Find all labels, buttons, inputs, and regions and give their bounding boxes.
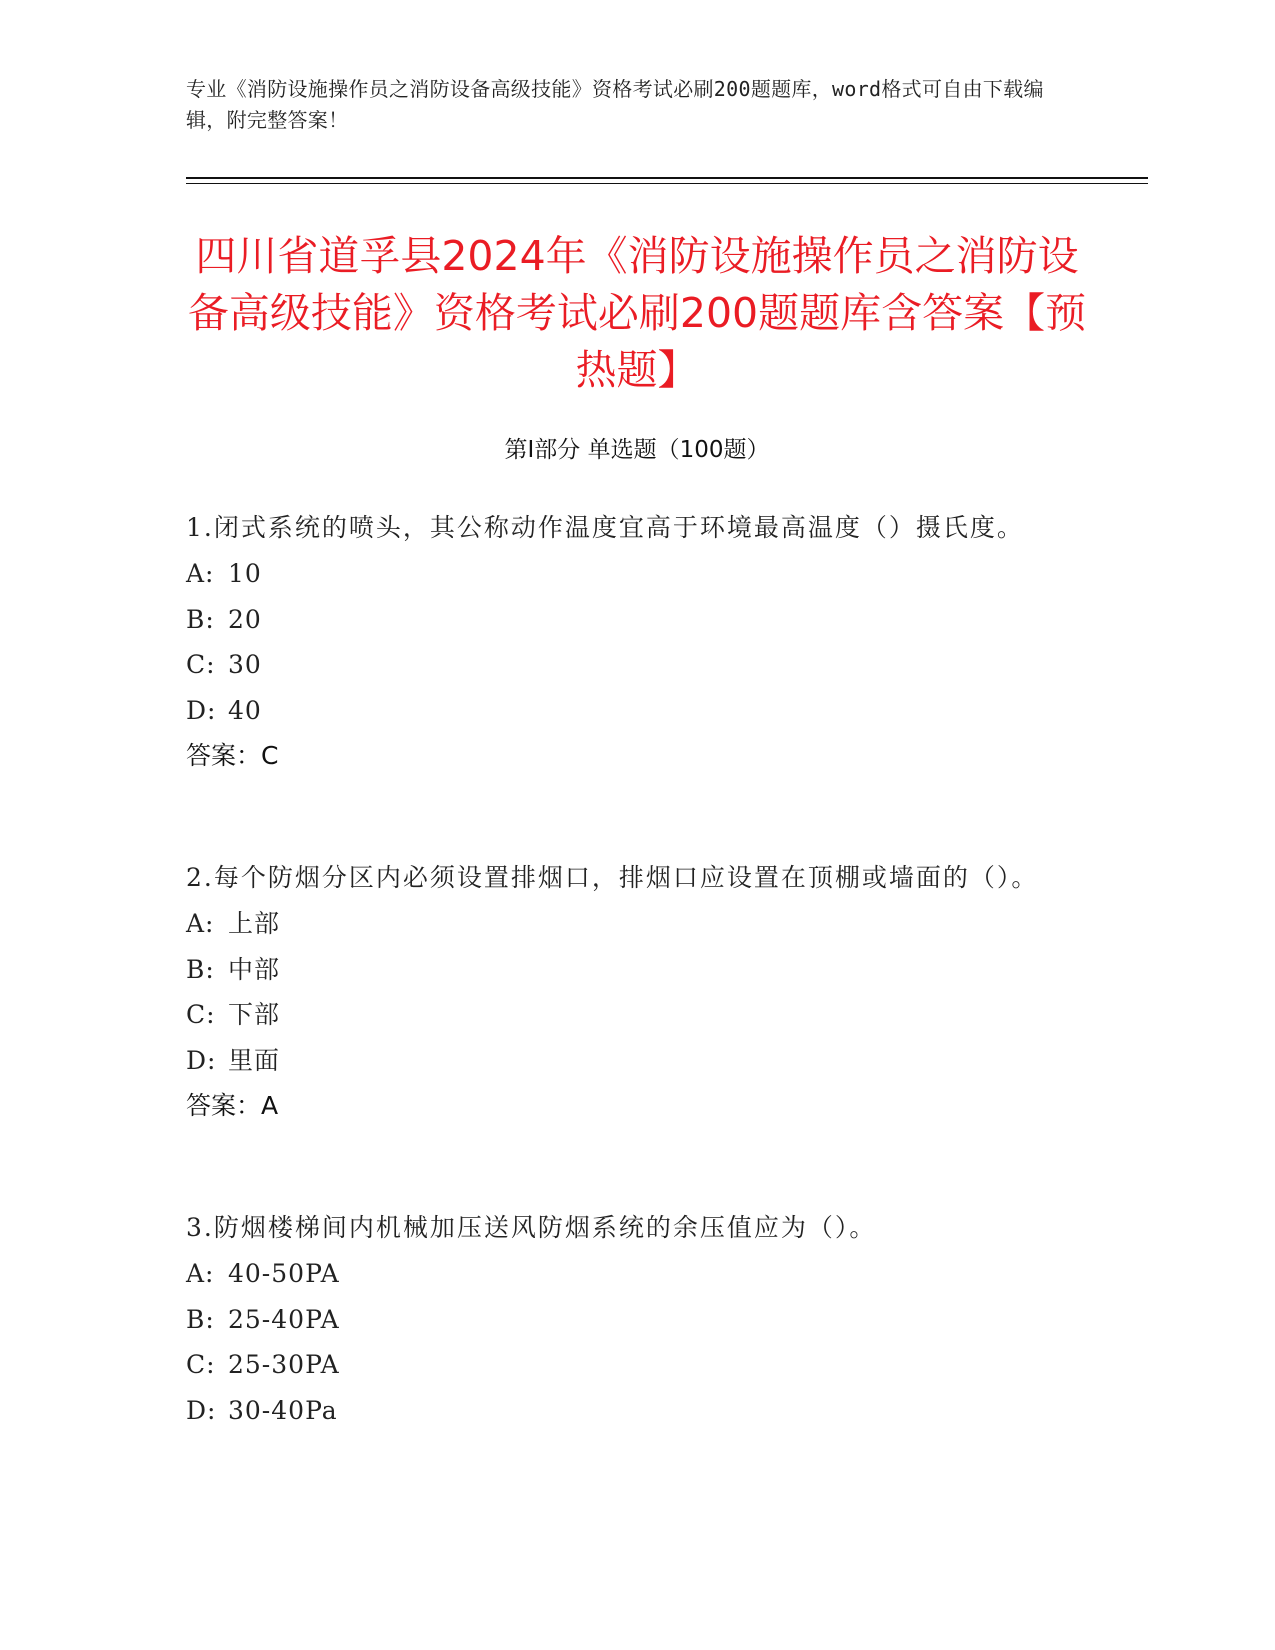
question-stem: 1.闭式系统的喷头，其公称动作温度宜高于环境最高温度（）摄氏度。 (186, 513, 1024, 542)
option-c (186, 1342, 1066, 1388)
question-3 (186, 1205, 1066, 1433)
option-letter: D: (186, 1395, 217, 1425)
option-text: 25-30PA (228, 1350, 340, 1379)
option-a (186, 551, 1066, 597)
option-letter: C: (186, 1350, 216, 1379)
option-letter: D: (186, 1045, 217, 1075)
option-text: 40-50PA (228, 1259, 340, 1288)
document-title: 四川省道孚县2024年《消防设施操作员之消防设备高级技能》资格考试必刷200题题库含答案【预热题】 (187, 232, 1087, 394)
option-text: 20 (228, 604, 262, 634)
option-letter: A: (186, 909, 215, 938)
option-text: 40 (228, 695, 262, 725)
answer-line: 答案：A (186, 1091, 279, 1120)
option-letter: C: (186, 650, 216, 679)
option-a (186, 1251, 1066, 1297)
option-d (186, 1388, 1066, 1434)
option-text: 10 (228, 559, 262, 588)
option-text: 里面 (228, 1045, 281, 1075)
option-b (186, 1297, 1066, 1343)
option-b (186, 597, 1066, 643)
option-text: 下部 (228, 1000, 281, 1029)
option-letter: A: (186, 559, 215, 588)
option-text: 中部 (228, 954, 281, 984)
option-letter: C: (186, 1000, 216, 1029)
question-stem: 2.每个防烟分区内必须设置排烟口，排烟口应设置在顶棚或墙面的（）。 (186, 863, 1039, 892)
header-divider-thick (186, 177, 1148, 179)
option-letter: B: (186, 954, 215, 984)
section-heading: 第I部分 单选题（100题） (504, 437, 770, 463)
option-text: 30 (228, 650, 262, 679)
option-letter: B: (186, 604, 215, 634)
option-letter: B: (186, 1304, 215, 1334)
option-c (186, 642, 1066, 688)
option-c (186, 992, 1066, 1038)
option-letter: A: (186, 1259, 215, 1288)
option-d (186, 1038, 1066, 1084)
question-1 (186, 505, 1066, 778)
header-note: 专业《消防设施操作员之消防设备高级技能》资格考试必刷200题题库，word格式可自由下载编辑，附完整答案！ (186, 77, 1044, 132)
option-d (186, 688, 1066, 734)
answer-line: 答案：C (186, 741, 279, 770)
header-divider-thin (186, 183, 1148, 184)
option-text: 上部 (228, 909, 281, 938)
option-letter: D: (186, 695, 217, 725)
question-2 (186, 855, 1066, 1128)
option-text: 30-40Pa (228, 1395, 338, 1425)
question-stem: 3.防烟楼梯间内机械加压送风防烟系统的余压值应为（）。 (186, 1213, 877, 1242)
option-b (186, 947, 1066, 993)
option-text: 25-40PA (228, 1304, 340, 1334)
option-a (186, 901, 1066, 947)
